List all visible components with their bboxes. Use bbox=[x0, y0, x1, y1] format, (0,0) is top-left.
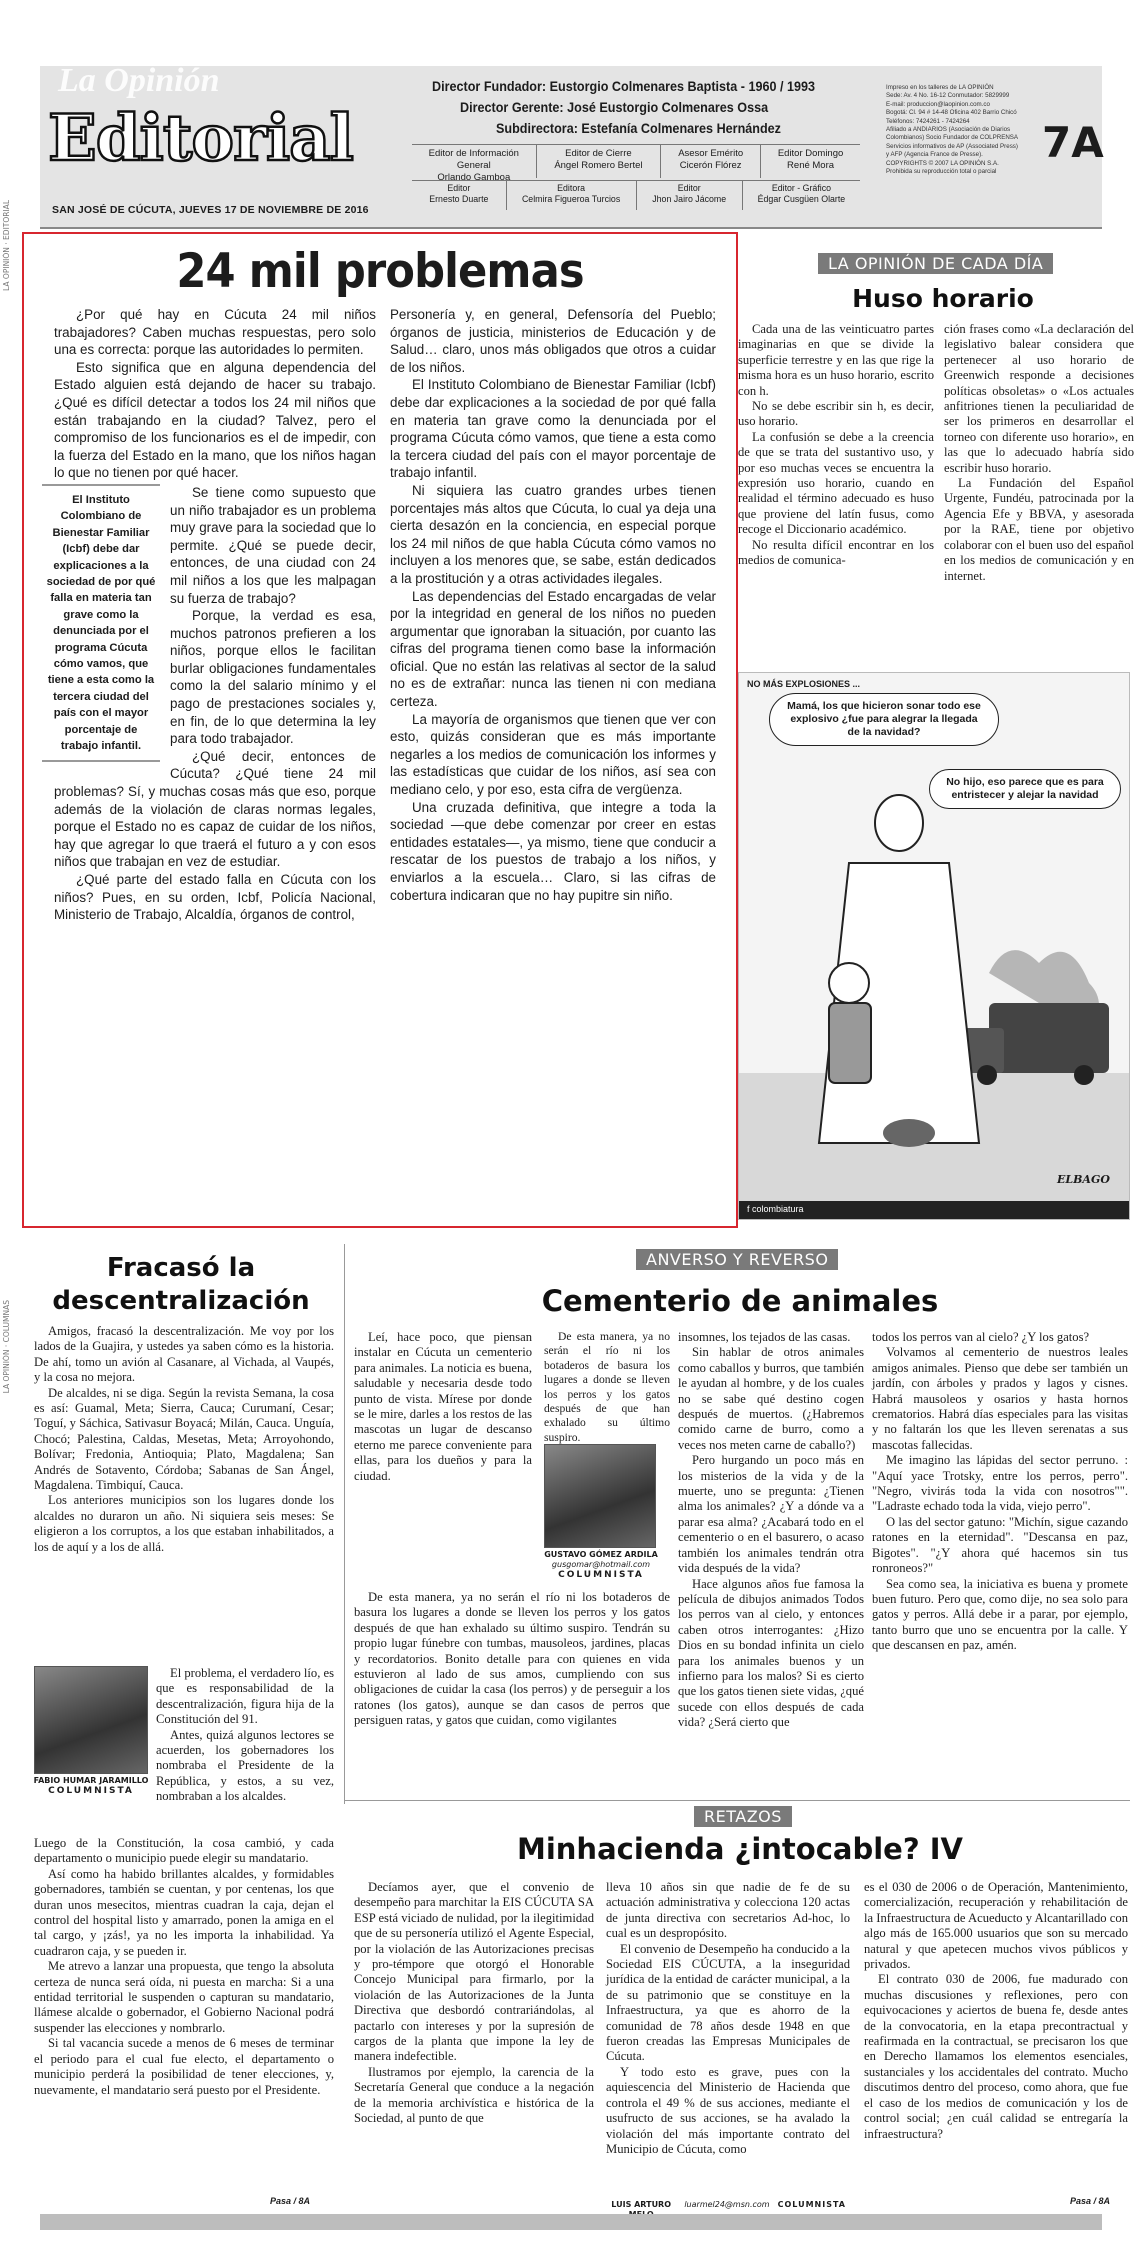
cementerio-kicker: ANVERSO Y REVERSO bbox=[636, 1249, 838, 1270]
fracaso-title-line2: descentralización bbox=[52, 1286, 310, 1316]
paragraph: Hace algunos años fue famosa la película de dibujos animados Todos los perros van al cielo, y entonces caben otros interrogantes: ¿Hizo Dios en su bondad infinita un cielo para los animales buenos y un infierno para los malos? Si es cierto que los gatos tienen siete vidas, ¿qué sucede con ellos después de cada vida? ¿Será cierto que bbox=[678, 1576, 864, 1730]
cartoon-mother-head bbox=[875, 795, 923, 851]
paragraph: No resulta difícil encontrar en los medios de comunica- bbox=[738, 537, 934, 568]
paragraph: ¿Por qué hay en Cúcuta 24 mil niños trabajadores? Caben muchas respuestas, pero solo una es correcta: porque las autoridades lo permiten. bbox=[54, 307, 376, 358]
fracaso-title bbox=[22, 1252, 340, 1318]
lead-editorial-col2 bbox=[390, 306, 716, 904]
opinion-day-kicker: LA OPINIÓN DE CADA DÍA bbox=[818, 253, 1053, 274]
paragraph: De alcaldes, ni se diga. Según la revista Semana, la cosa es así: Guamal, Meta; Sierra, Cauca; Curumaní, Cesar; Toguí, y Sáchica, Sativasur Boyacá; Milán, Cauca. Unguía, Chocó; Palestina, Caldas, Mesetas, Meta; Arroyohondo, Bolívar; Fredonia, Antioquia; Plato, Magdalena; San Andrés de Sotavento, Córdoba; Sabanas de San Ángel, Magdalena. Timbiquí, Cauca. bbox=[34, 1385, 334, 1493]
date-line: SAN JOSÉ DE CÚCUTA, JUEVES 17 DE NOVIEMBRE DE 2016 bbox=[52, 204, 369, 216]
cementerio-col3 bbox=[678, 1330, 864, 1731]
paragraph: No se debe escribir sin h, es decir, uso horario. bbox=[738, 399, 934, 429]
paragraph: Personería y, en general, Defensoría del Pueblo; órganos de justicia, ministerios de Educación y de Salud… claro, unos más obligados que otros a cuidar de los niños. bbox=[390, 307, 716, 375]
director-manager: Director Gerente: José Eustorgio Colmenares Ossa bbox=[460, 99, 769, 115]
paragraph: Antes, quizá algunos lectores se acuerden, los gobernadores los nombraba el Presidente de la República, y estos, a su vez, nombraban a los alcaldes. bbox=[156, 1727, 334, 1804]
author-photo-fabio bbox=[34, 1666, 148, 1774]
editor-cell: Asesor Emérito Cicerón Flórez bbox=[661, 145, 761, 178]
cartoon-child-head bbox=[829, 963, 869, 1003]
paragraph: Me atrevo a lanzar una propuesta, que tengo la absoluta certeza de nunca será oída, ni puesta en marcha: Si a una entidad territorial le suspenden o capturan su mandatario, llámese alcalde o gobernador, el Gobierno Nacional podrá suspender las elecciones y nombrarlo. bbox=[34, 1959, 334, 2035]
editor-cell: Editor de Cierre Ángel Romero Bertel bbox=[537, 145, 662, 178]
fracaso-body-top bbox=[34, 1324, 334, 1555]
paragraph: O las del sector gatuno: "Michín, sigue cazando ratones en la eternidad". "Descansa en paz, Bigotes". "¿Y ahora qué hacemos sin tus ronroneos?" bbox=[872, 1514, 1128, 1576]
retazos-col3 bbox=[864, 1880, 1128, 2142]
author-caption bbox=[540, 1550, 662, 1580]
cartoon-signature: ELBAGO bbox=[1057, 1173, 1110, 1186]
author-photo-gustavo bbox=[544, 1444, 656, 1548]
paragraph: Me imagino las lápidas del sector perruno. : "Aquí yace Trotsky, entre los perros, perro". "Negro, vivirás toda la vida con nosotros"". "Ladraste echado toda la vida, viejo perro". bbox=[872, 1453, 1128, 1514]
masthead-logo: La Opinión bbox=[58, 62, 220, 99]
divider bbox=[344, 1800, 1130, 1801]
cartoon bbox=[738, 672, 1130, 1220]
paragraph: Amigos, fracasó la descentralización. Me voy por los lados de la Guajira, y ustedes ya saben cómo es la historia. De ahí, tomo un avión al Casanare, al Vichada, al Vaupés, y la cosa no mejora. bbox=[34, 1324, 334, 1385]
divider bbox=[344, 1244, 345, 1804]
cartoon-credit-bar bbox=[739, 1201, 1130, 1219]
editor-cell: Editor Ernesto Duarte bbox=[412, 181, 507, 210]
paragraph: Sea como sea, la iniciativa es buena y promete buen futuro. Pero que, como dije, no sea solo para gatos y perros. Allá debe ir a parar, por ejemplo, tanto burro que uno se encuentra por la calle. Y que descansen en paz, amén. bbox=[872, 1576, 1128, 1653]
retazos-continued: Pasa / 8A bbox=[1070, 2196, 1111, 2206]
opinion-day-col2 bbox=[944, 322, 1134, 584]
author-email: luarmel24@msn.com bbox=[684, 2200, 770, 2209]
author-label: COLUMNISTA bbox=[48, 1786, 134, 1796]
paragraph: Si tal vacancia sucede a menos de 6 meses de terminar el periodo para el cual fue electo, el departamento o municipio perderá la posibilidad de tener elecciones, y, nuevamente, el mandatario será puesto por el Presidente. bbox=[34, 2036, 334, 2097]
paragraph: Volvamos al cementerio de nuestros leales amigos animales. Pienso que debe ser también un jardín, con árboles y prados y lagos y cisnes. Habrá mausoleos y osarios y hasta hornos crematorios. Habrá días especiales para las visitas y no faltarán los que les lleven serenatas a sus mascotas fallecidas. bbox=[872, 1345, 1128, 1452]
editor-cell: Editor Jhon Jairo Jácome bbox=[637, 181, 743, 210]
author-email: gusgomar@hotmail.com bbox=[551, 1560, 651, 1569]
cartoon-truck-icon bbox=[989, 1003, 1109, 1073]
paragraph: Una cruzada definitiva, que integre a toda la sociedad —que debe comenzar por creer en estas entidades estatales—, ya mismo, tiene que conducir a rescatar de los puestos de trabajo a los niños, y enviarlos a la escuela… Claro, si las cifras de cobertura indicaran que no hay pupitre sin niño. bbox=[390, 799, 716, 903]
editor-cell: Editor - Gráfico Édgar Cusgüen Olarte bbox=[757, 183, 846, 204]
paragraph: Sin hablar de otros animales como caballos y burros, que también le ayudan al hombre, y de los cuales no se sabe qué destino cogen después de muertos. (¿Habremos comido carne de burro, como a veces nos meten carne de caballo?) bbox=[678, 1345, 864, 1452]
paragraph: lleva 10 años sin que nadie de fe de su actuación administrativa y colecciona 120 actas de junta directiva con secretarios Ad-hoc, lo cual es un despropósito. bbox=[606, 1880, 850, 1941]
paragraph: La mayoría de organismos que tienen que ver con esto, quizás consideran que es más importante negarles a los medios de comunicación los informes y las estadísticas que cuidar de los niños, así sea con mediano celo, y por eso, esta cifra de vergüenza. bbox=[390, 711, 716, 798]
paragraph: ¿Qué decir, entonces de Cúcuta? ¿Qué tiene 24 mil problemas? Sí, y muchas cosas más que eso, porque además de la violación de claras normas legales, porque el Estado no es capaz de cuidar de los niños, hay que agregar lo que traerá el futuro a y con esos niños que trabajan en vez de estudiar. bbox=[54, 748, 376, 870]
editors-row-1 bbox=[412, 144, 860, 183]
editor-cell: Editor de Información General Orlando Gamboa bbox=[412, 145, 537, 178]
paragraph: Porque, la verdad es esa, muchos patronos prefieren a los niños, porque ellos le facilitan burlar obligaciones fundamentales como la del salario mínimo y el pago de prestaciones sociales y, en fin, de lo que determina la ley para todo trabajador. bbox=[170, 608, 376, 747]
facebook-icon: f bbox=[747, 1204, 753, 1214]
editor-cell: Editor Domingo René Mora bbox=[777, 148, 844, 171]
cartoon-bubble-child: Mamá, los que hicieron sonar todo ese explosivo ¿fue para alegrar la llegada de la navidad? bbox=[769, 693, 999, 746]
cartoon-bubble-mother: No hijo, eso parece que es para entristecer y alejar la navidad bbox=[929, 769, 1121, 809]
author-name: GUSTAVO GÓMEZ ARDILA bbox=[544, 1550, 658, 1559]
paragraph: Ilustramos por ejemplo, la carencia de la Secretaría General que conduce a la negación de la memoria archivística e histórica de la Sociedad, al punto de que bbox=[354, 2064, 594, 2126]
fracaso-title-line1: Fracasó la bbox=[106, 1253, 256, 1283]
page-footer-rule bbox=[40, 2214, 1102, 2230]
retazos-title: Minhacienda ¿intocable? IV bbox=[516, 1832, 963, 1866]
page-number: 7A bbox=[1042, 118, 1104, 167]
editor-cell: Editora Celmira Figueroa Turcios bbox=[507, 181, 637, 210]
paragraph: Leí, hace poco, que piensan instalar en Cúcuta un cementerio para animales. La noticia es buena, saludable y necesaria desde todo punto de vista. Mírese por donde se le mire, darles a los restos de las mascotas un lugar de descanso eterno me parece conveniente para ellas, para los dueños y para la ciudad. bbox=[354, 1330, 532, 1483]
author-name: LUIS ARTURO bbox=[611, 2200, 672, 2209]
author-label: COLUMNISTA bbox=[558, 1570, 644, 1580]
fracaso-body-bottom bbox=[34, 1836, 334, 2098]
margin-mark: LA OPINIÓN · EDITORIAL bbox=[2, 200, 11, 291]
paragraph: Y todo esto es grave, pues con la aquiescencia del Ministerio de Hacienda que controla el 49 % de sus acciones, mediante el usufructo de sus acciones, se ha avalado la violación del más importante contrato del Municipio de Cúcuta, como bbox=[606, 2064, 850, 2156]
paragraph: ción frases como «La declaración del legislativo balear considera que pertenecer al uso horario de Greenwich responde a decisiones políticas obsoletas» o «Los actuales anfitriones tienen la peculiaridad de ser los primeros en desarrollar el torneo con diferente uso horario», en las que lo adecuado habría sido escribir huso horario. bbox=[944, 322, 1134, 475]
pullquote: El Instituto Colombiano de Bienestar Familiar (Icbf) debe dar explicaciones a la sociedad de por qué falla en materia tan grave como la denunciada por el programa Cúcuta cómo vamos, que tiene a esta como la tercera ciudad del país con el mayor porcentaje de trabajo infantil. bbox=[42, 484, 160, 763]
retazos-kicker: RETAZOS bbox=[694, 1806, 792, 1827]
paragraph: Pero hurgando un poco más en los misterios de la vida y de la muerte, uno se pregunta: ¿Tienen alma los animales? ¿Y a dónde va a parar esa alma? ¿Acabará todo en el cementerio o en el basurero, o acaso también los animales tendrán otra vida después de la vida? bbox=[678, 1453, 864, 1576]
paragraph: ¿Qué parte del estado falla en Cúcuta con los niños? Pues, en su orden, Icbf, Policía Nacional, Ministerio de Trabajo, Alcaldía, órganos de control, bbox=[54, 872, 376, 923]
paragraph: De esta manera, ya no serán el río ni los botaderos de basura los lugares a donde se lleven los perros y los gatos después de que han exhalado su último suspiro. Tendrán su propio lugar fúnebre con tumbas, mausoleos, jardines, placas y recordatorios. Bonito detalle para con quienes en vida estuvieron al lado de sus amos, cumpliendo con sus obligaciones de cuidar la casa (los perros) y de perseguir a los ratones (los gatos), aunque se dan casos de perros que persiguen ratas, y gatos que cuidan, como vigilantes bbox=[354, 1590, 670, 1728]
paragraph: Ni siquiera las cuatro grandes urbes tienen porcentajes más altos que Cúcuta, lo cual ya deja una cierta desazón en la conciencia, en especial porque los 24 mil niños de que habla Cúcuta cómo vamos no incluyen a los menores que, se sabe, están dedicados a la prostitución y a otras actividades ilegales. bbox=[390, 482, 716, 586]
cartoon-child-body bbox=[829, 1003, 871, 1083]
director-founder: Director Fundador: Eustorgio Colmenares Baptista - 1960 / 1993 bbox=[432, 78, 816, 94]
fracaso-continued: Pasa / 8A bbox=[270, 2196, 311, 2206]
paragraph: Cada una de las veinticuatro partes imaginarias en que se divide la superficie terrestre y en las que rige la misma hora es un huso horario, escrito con h. bbox=[738, 322, 934, 398]
margin-mark: LA OPINIÓN · COLUMNAS bbox=[2, 1300, 11, 1394]
paragraph: El contrato 030 de 2006, fue madurado con muchas discusiones y reflexiones, pero con equivocaciones y aciertos de buena fe, desde antes de la convocatoria, en la etapa precontractual y reafirmada en la contractual, se precisaron los que en Derecho llamamos los elementos esenciales, sustanciales y los accidentales del contrato. Mucho discutimos dentro del proceso, como ahora, que fue el caso de los medios de comunicación y los de control social; ¿en cuál calidad se entregaría la infraestructura? bbox=[864, 1972, 1128, 2141]
paragraph: De esta manera, ya no serán el río ni los botaderos de basura los lugares a donde se lleven los perros y los gatos después de que han exhalado su último suspiro. bbox=[544, 1330, 670, 1444]
lead-editorial-title: 24 mil problemas bbox=[176, 244, 584, 299]
section-title: Editorial bbox=[48, 101, 353, 176]
opinion-day-title: Huso horario bbox=[852, 284, 1034, 313]
fracaso-body-wrap bbox=[156, 1666, 334, 1805]
cementerio-col1-lower bbox=[354, 1590, 670, 1729]
paragraph: La confusión se debe a la creencia de que se trata del sustantivo uso, y por eso muchas veces se encuentra la expresión uso horario, cuando en realidad el término adecuado es huso que proviene del latín fusus, como recoge el Diccionario académico. bbox=[738, 429, 934, 537]
author-label: COLUMNISTA bbox=[777, 2200, 846, 2209]
cartoon-credit: colombiatura bbox=[752, 1204, 804, 1214]
imprint: Impreso en los talleres de LA OPINIÓN Sede: Av. 4 No. 16-12 Conmutador: 5829999 E-mail: produccion@laopinion.com.co Bogotá: Cl. 94 # 14-48 Oficina 402 Barrio Chicó Teléfonos: 7424261 - 7424264 Afiliado a ANDIARIOS (Asociación de Diarios Colombianos) Socio Fundador de COLPRENSA Servicios informativos de AP (Associated Press) y AFP (Agencia France de Presse). COPYRIGHTS © 2007 LA OPINIÓN S.A. Prohibida su reproducción total o parcial bbox=[886, 84, 1019, 176]
paragraph: Decíamos ayer, que el convenio de desempeño para marchitar la EIS CÚCUTA SA ESP está viciado de nulidad, por la ilegitimidad que de su personería utilizó el Agente Especial, por la violación de las Autorizaciones precisas y pro-témpore que otorgó el Honorable Concejo Municipal para firmarlo, por la violación de las Autorizaciones de la Junta Directiva que desbordó contrariándolas, al pactarlo con intereses y por la supresión de cargos de la planta que impone la ley de manera indefectible. bbox=[354, 1880, 594, 2064]
author-name: FABIO HUMAR JARAMILLO bbox=[33, 1776, 149, 1785]
paragraph: Así como ha habido brillantes alcaldes, y formidables gobernadores, también se cuentan, y por centenas, los que duran unos mesecitos, mientras cuadran la caja, dejan el control del hospital listo y amarrado, ponen la amiga en el tal cargo, y ¡zás!, ya no les importa la inhabilidad. Ya cuadraron caja, y se pueden ir. bbox=[34, 1866, 334, 1958]
editors-row-2 bbox=[412, 180, 860, 210]
cartoon-wheel-icon bbox=[977, 1065, 997, 1085]
paragraph: El Instituto Colombiano de Bienestar Familiar (Icbf) debe dar explicaciones a la sociedad de por qué falla en materia tan grave como la denunciada por el programa Cúcuta cómo vamos, que tiene a esta como la tercera ciudad del país con el mayor porcentaje de trabajo infantil. bbox=[390, 377, 716, 481]
cartoon-drawing bbox=[739, 673, 1130, 1220]
cementerio-title: Cementerio de animales bbox=[541, 1284, 939, 1318]
retazos-col2 bbox=[606, 1880, 850, 2157]
paragraph: Luego de la Constitución, la cosa cambió, y cada departamento o municipio puede elegir su mandatario. bbox=[34, 1836, 334, 1866]
paragraph: insomnes, los tejados de las casas. bbox=[678, 1330, 851, 1344]
paragraph: todos los perros van al cielo? ¿Y los gatos? bbox=[872, 1330, 1090, 1344]
paragraph: Los anteriores municipios son los lugares donde los alcaldes no duraron un año. Ni siquiera seis meses: Se eligieron a los corruptos, a los que estaban inhabilitados, a los de aquí y a los de allá. bbox=[34, 1493, 334, 1554]
cartoon-dog-icon bbox=[883, 1119, 935, 1147]
author-caption bbox=[30, 1776, 152, 1796]
paragraph: El convenio de Desempeño ha conducido a la Sociedad EIS CÚCUTA, a la inseguridad jurídica de la entidad de carácter municipal, a la de su patrimonio que se constituye en la Infraestructura, ya que es ahorro de la comunidad de 78 años desde 1948 en que fueron creadas las Empresas Municipales de Cúcuta. bbox=[606, 1941, 850, 2064]
paragraph: Esto significa que en alguna dependencia del Estado alguien está dejando de hacer su trabajo. ¿Qué es difícil detectar a todos los 24 mil niños que están trabajando en la ciudad? Talvez, pero el compromiso de los funcionarios es el de impedir, con la fuerza del Estado en la mano, que los niños hagan lo que no tienen por qué hacer. bbox=[54, 359, 376, 481]
lead-editorial-col1 bbox=[46, 306, 376, 924]
cementerio-col1 bbox=[354, 1330, 532, 1484]
cartoon-wheel-icon bbox=[1074, 1065, 1094, 1085]
retazos-col1 bbox=[354, 1880, 594, 2127]
opinion-day-col1 bbox=[738, 322, 934, 569]
paragraph: El problema, el verdadero lío, es que es responsabilidad de la descentralización, figura hija de la Constitución del 91. bbox=[156, 1666, 335, 1727]
cartoon-header: NO MÁS EXPLOSIONES ... bbox=[747, 679, 861, 689]
paragraph: Se tiene como supuesto que un niño trabajador es un problema muy grave para la sociedad que lo permite. ¿Qué se puede decir, entonces, de una ciudad con 24 mil niños a los que les malpagan su fuerza de trabajo? bbox=[170, 484, 376, 606]
paragraph: Las dependencias del Estado encargadas de velar por la integridad en general de los niños no pueden argumentar que ignoraban la situación, por cuanto las cifras del programa tienen como base la información oficial. Que no están las relativas al sector de la salud no es de extrañar: nunca las tienen ni con mediana certeza. bbox=[390, 588, 716, 710]
cementerio-col4 bbox=[872, 1330, 1128, 1654]
subdirector: Subdirectora: Estefanía Colmenares Hernández bbox=[496, 120, 781, 136]
cementerio-col2-top bbox=[544, 1330, 670, 1445]
paragraph: La Fundación del Español Urgente, Fundéu, patrocinada por la Agencia Efe y BBVA, y asesorada por la RAE, tiene por objetivo colaborar con el buen uso del español en los medios de comunicación y en internet. bbox=[944, 476, 1134, 583]
paragraph: es el 030 de 2006 o de Operación, Mantenimiento, comercialización, recuperación y rehabilitación de la Infraestructura de Acueducto y Alcantarillado con algo más de 165.000 usuarios que son su mercado natural y que apetecen muchos vivos públicos y privados. bbox=[864, 1880, 1128, 1972]
